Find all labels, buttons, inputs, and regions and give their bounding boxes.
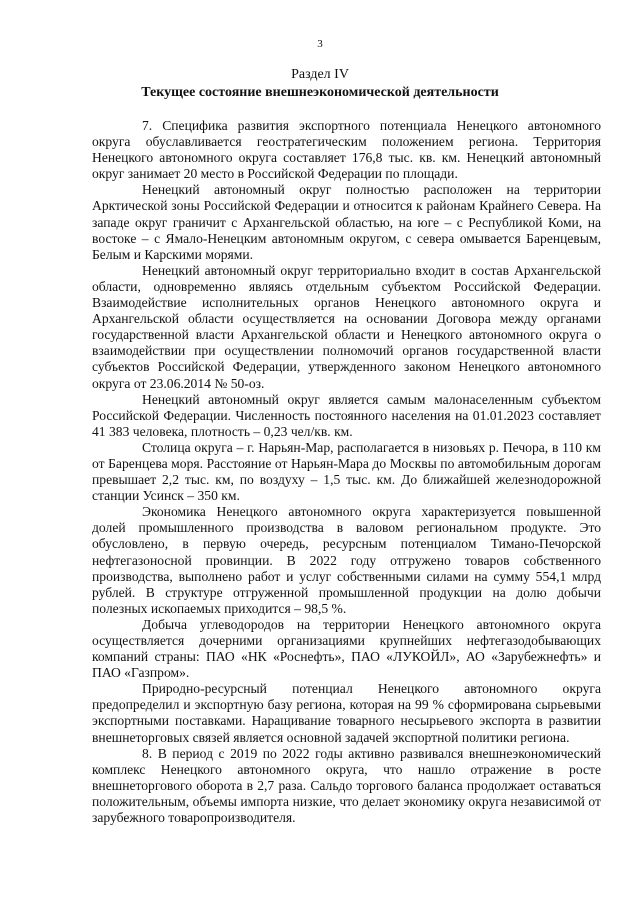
paragraph-2: Ненецкий автономный округ полностью расположен на территории Арктической зоны Российской Федерации и относится к районам Крайнего Севера. На западе округ граничит с Архангельской областью, на юге – с Республикой Коми, на востоке – с Ямало-Ненецким автономным округом, с севера омывается Баренцевым, Белым и Карскими морями. xyxy=(92,182,601,262)
paragraph-9: 8. В период с 2019 по 2022 годы активно развивался внешнеэкономический комплекс Ненецкого автономного округа, что нашло отражение в росте внешнеторгового оборота в 2,7 раза. Сальдо торгового баланса продолжает оставаться положительным, объемы импорта низкие, что делает экономику округа независимой от зарубежного товаропроизводителя. xyxy=(92,745,601,826)
section-label: Раздел IV xyxy=(291,67,349,82)
paragraph-1: 7. Специфика развития экспортного потенциала Ненецкого автономного округа обуславливается геостратегическим положением региона. Территория Ненецкого автономного округа составляет 176,8 тыс. кв. км. Ненецкий автономный округ занимает 20 место в Российской Федерации по площади. xyxy=(92,118,601,182)
page-number: 3 xyxy=(317,38,323,50)
paragraph-6: Экономика Ненецкого автономного округа характеризуется повышенной долей промышленного производства в валовом региональном продукте. Это обусловлено, в первую очередь, ресурсным потенциалом Тимано-Печорской нефтегазоносной провинции. В 2022 году отгружено товаров собственного производства, выполнено работ и услуг собственными силами на сумму 554,1 млрд рублей. В структуре отгруженной промышленной продукции на долю добычи полезных ископаемых приходится – 98,5 %. xyxy=(92,504,601,616)
paragraph-7: Добыча углеводородов на территории Ненецкого автономного округа осуществляется дочерними организациями крупнейших нефтегазодобывающих компаний страны: ПАО «НК «Роснефть», ПАО «ЛУКОЙЛ», АО «Зарубежнефть» и ПАО «Газпром». xyxy=(92,616,601,681)
body-text xyxy=(92,118,601,826)
paragraph-3: Ненецкий автономный округ территориально входит в состав Архангельской области, одновременно являясь отдельным субъектом Российской Федерации. Взаимодействие исполнительных органов Ненецкого автономного округа и Архангельской области осуществляется на основании Договора между органами государственной власти Архангельской области и Ненецкого автономного округа о взаимодействии при осуществлении полномочий органов государственной власти субъектов Российской Федерации, утвержденного законом Ненецкого автономного округа от 23.06.2014 № 50-оз. xyxy=(92,262,601,391)
paragraph-4: Ненецкий автономный округ является самым малонаселенным субъектом Российской Федерации. Численность постоянного населения на 01.01.2023 составляет 41 383 человека, плотность – 0,23 чел/кв. км. xyxy=(92,391,601,439)
paragraph-8: Природно-ресурсный потенциал Ненецкого автономного округа предопределил и экспортную базу региона, которая на 99 % сформирована сырьевыми экспортными поставками. Наращивание товарного несырьевого экспорта в развитии внешнеторговых связей является основной задачей экспортной политики региона. xyxy=(92,681,601,745)
paragraph-5: Столица округа – г. Нарьян-Мар, располагается в низовьях р. Печора, в 110 км от Баренцева моря. Расстояние от Нарьян-Мара до Москвы по автомобильным дорогам превышает 2,2 тыс. км, по воздуху – 1,5 тыс. км. До ближайшей железнодорожной станции Усинск – 350 км. xyxy=(92,439,601,504)
section-title: Текущее состояние внешнеэкономической деятельности xyxy=(141,85,499,100)
